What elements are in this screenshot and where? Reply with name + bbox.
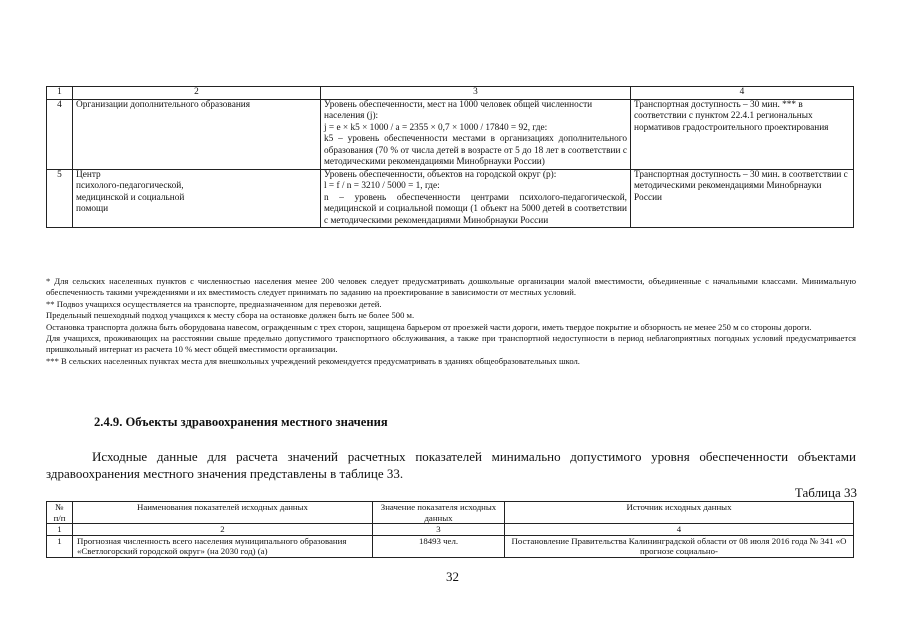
header-indicator-value: Значение показателя исходных данных xyxy=(373,502,505,524)
facility-name-line: психолого-педагогической, xyxy=(76,181,184,191)
footnotes xyxy=(46,276,856,367)
facility-name-line: Центр xyxy=(76,169,101,180)
indicator-cell xyxy=(321,99,631,169)
row-number: 5 xyxy=(47,169,73,228)
formula-line: l = f / n = 3210 / 5000 = 1, где: xyxy=(324,181,440,191)
column-number-row xyxy=(47,524,854,536)
footnote: Предельный пешеходный подход учащихся к месту сбора на остановке должен быть не более 500 м. xyxy=(46,310,415,321)
facility-name: Организации дополнительного образования xyxy=(73,99,321,169)
col-number-4: 4 xyxy=(631,87,854,100)
data-source: Постановление Правительства Калининградской области от 08 июля 2016 года № 341 «О прогнозе социально- xyxy=(505,535,854,557)
indicator-line: Уровень обеспеченности, объектов на городской округ (р): xyxy=(324,169,557,180)
footnote: * Для сельских населенных пунктов с численностью населения менее 200 человек следует предусматривать дошкольные организации малой вместимости, объединенные с начальными классами. Минимальную обеспеченность такими учреждениями и их вместимость следует принимать по заданию на проектирование в зависимости от местных условий. xyxy=(46,276,856,298)
header-indicator-name: Наименования показателей исходных данных xyxy=(73,502,373,524)
col-number-1: 1 xyxy=(47,87,73,100)
footnote: Остановка транспорта должна быть оборудована навесом, огражденным с трех сторон, защищена барьером от проезжей части дороги, иметь твердое покрытие и обзорность не менее 250 м со стороны дороги. xyxy=(46,321,812,332)
col-number-2: 2 xyxy=(73,87,321,100)
row-number: 1 xyxy=(47,535,73,557)
table-caption: Таблица 33 xyxy=(794,485,857,500)
col-number-4: 4 xyxy=(505,524,854,536)
indicator-cell xyxy=(321,169,631,228)
healthcare-source-data-table xyxy=(46,501,854,558)
row-number: 4 xyxy=(47,99,73,169)
page-number: 32 xyxy=(446,569,459,584)
indicator-line: Уровень обеспеченности, мест на 1000 человек общей численности населения (j): xyxy=(324,99,593,121)
accessibility-cell: Транспортная доступность – 30 мин. в соответствии с методическими рекомендациями Минобрнауки России xyxy=(631,169,854,228)
indicator-value: 18493 чел. xyxy=(373,535,505,557)
col-number-3: 3 xyxy=(373,524,505,536)
footnote: ** Подвоз учащихся осуществляется на транспорте, предназначенном для перевозки детей. xyxy=(46,298,382,309)
accessibility-cell: Транспортная доступность – 30 мин. *** в соответствии с пунктом 22.4.1 региональных нормативов градостроительного проектирования xyxy=(631,99,854,169)
footnote: *** В сельских населенных пунктах места для внешкольных учреждений рекомендуется предусматривать в зданиях общеобразовательных школ. xyxy=(46,355,580,366)
col-number-3: 3 xyxy=(321,87,631,100)
indicator-explanation: n – уровень обеспеченности центрами психолого-педагогической, медицинской и социальной помощи (1 объект на 5000 детей в соответствии с методическими рекомендациями Минобрнауки России xyxy=(324,192,627,226)
section-heading: 2.4.9. Объекты здравоохранения местного значения xyxy=(94,415,388,429)
header-source: Источник исходных данных xyxy=(505,502,854,524)
body-paragraph: Исходные данные для расчета значений расчетных показателей минимально допустимого уровня обеспеченности объектами здравоохранения местного значения представлены в таблице 33. xyxy=(46,449,856,481)
table-row xyxy=(47,99,854,169)
table-row xyxy=(47,535,854,557)
header-number: № п/п xyxy=(47,502,73,524)
footnote: Для учащихся, проживающих на расстоянии свыше предельно допустимого транспортного обслуживания, а также при транспортной недоступности в период неблагоприятных погодных условий предусматривается пришкольный интернат из расчета 10 % мест общей вместимости организации. xyxy=(46,333,856,355)
education-norms-table xyxy=(46,86,854,228)
formula-line: j = е × k5 × 1000 / а = 2355 × 0,7 × 1000 / 17840 = 92, где: xyxy=(324,122,548,133)
table-header-row xyxy=(47,502,854,524)
indicator-explanation: k5 – уровень обеспеченности местами в организациях дополнительного образования (70 % от числа детей в возрасте от 5 до 18 лет в соответствии с методическими рекомендациями Минобрнауки России) xyxy=(324,134,627,167)
col-number-2: 2 xyxy=(73,524,373,536)
col-number-1: 1 xyxy=(47,524,73,536)
table-header-row xyxy=(47,87,854,100)
facility-name-line: помощи xyxy=(76,204,109,214)
facility-name-line: медицинской и социальной xyxy=(76,192,185,203)
facility-name xyxy=(73,169,321,228)
indicator-name: Прогнозная численность всего населения муниципального образования «Светлогорский городской округ» (на 2030 год) (а) xyxy=(73,535,373,557)
table-row xyxy=(47,169,854,228)
